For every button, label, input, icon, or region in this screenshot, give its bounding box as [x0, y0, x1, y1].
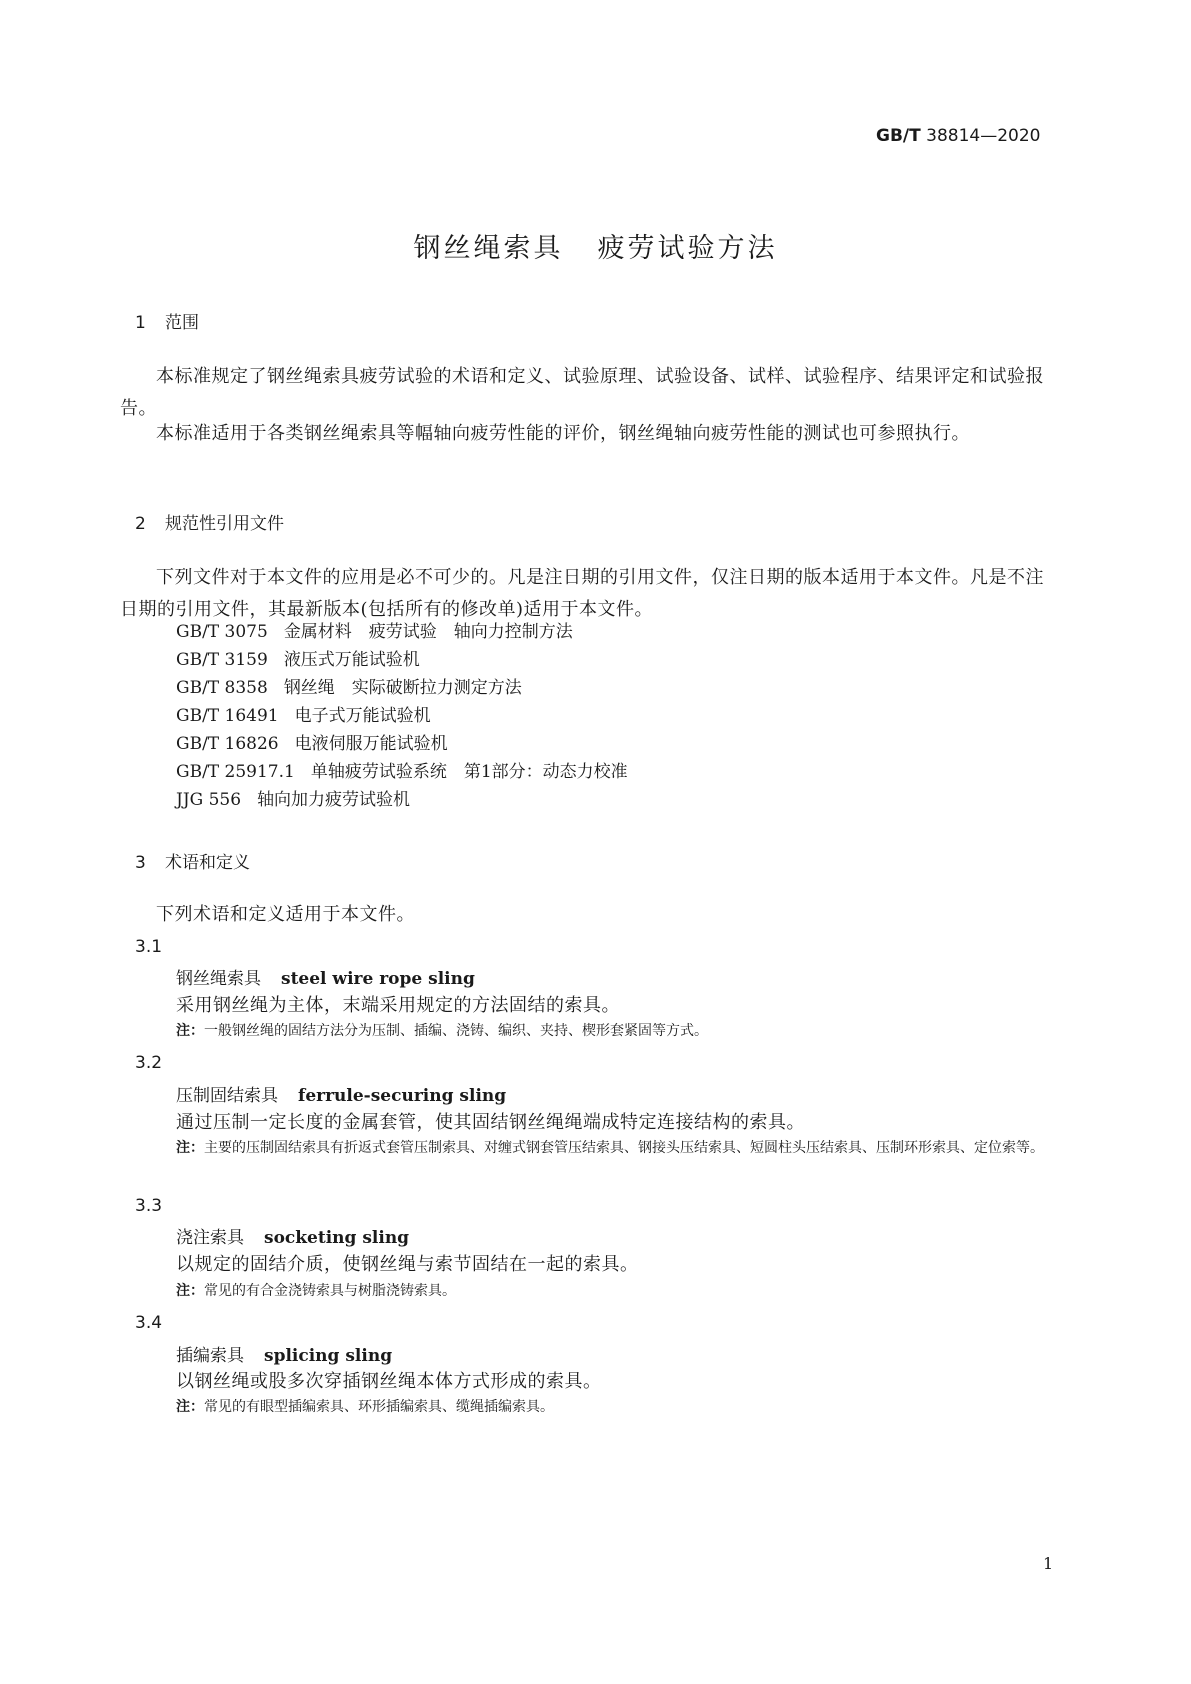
term-definition: 以钢丝绳或股多次穿插钢丝绳本体方式形成的索具。: [176, 1371, 602, 1392]
term-note: 注：常见的有眼型插编索具、环形插编索具、缆绳插编索具。: [176, 1399, 554, 1415]
term-definition: 以规定的固结介质，使钢丝绳与索节固结在一起的索具。: [176, 1254, 639, 1275]
term-heading: 插编索具 splicing sling: [176, 1346, 393, 1366]
reference-item: GB/T 8358 钢丝绳 实际破断拉力测定方法: [176, 678, 522, 698]
term-definition: 采用钢丝绳为主体，末端采用规定的方法固结的索具。: [176, 995, 620, 1016]
term-number: 3.3: [135, 1196, 163, 1216]
term-note: 注：主要的压制固结索具有折返式套管压制索具、对缠式钢套管压结索具、钢接头压结索具、短圆柱头压结索具、压制环形索具、定位索等。: [176, 1140, 1044, 1156]
section-heading-normative-references: 2 规范性引用文件: [135, 514, 284, 534]
reference-item: GB/T 3075 金属材料 疲劳试验 轴向力控制方法: [176, 622, 573, 642]
terms-intro-paragraph: 下列术语和定义适用于本文件。: [156, 904, 415, 925]
scope-paragraph-2: 本标准适用于各类钢丝绳索具等幅轴向疲劳性能的评价，钢丝绳轴向疲劳性能的测试也可参照执行。: [156, 423, 970, 444]
reference-item: GB/T 16826 电液伺服万能试验机: [176, 734, 448, 754]
section-heading-scope: 1 范围: [135, 313, 199, 333]
term-number: 3.2: [135, 1053, 163, 1073]
references-intro-paragraph: 下列文件对于本文件的应用是必不可少的。凡是注日期的引用文件，仅注日期的版本适用于本文件。凡是不注日期的引用文件，其最新版本(包括所有的修改单)适用于本文件。: [120, 567, 1044, 620]
reference-item: GB/T 16491 电子式万能试验机: [176, 706, 431, 726]
reference-item: GB/T 3159 液压式万能试验机: [176, 650, 420, 670]
reference-item: JJG 556 轴向加力疲劳试验机: [176, 790, 411, 810]
term-heading: 钢丝绳索具 steel wire rope sling: [176, 969, 475, 989]
scope-paragraph-1: 本标准规定了钢丝绳索具疲劳试验的术语和定义、试验原理、试验设备、试样、试验程序、结果评定和试验报告。: [120, 366, 1044, 419]
document-number: GB/T 38814—2020: [876, 126, 1041, 146]
reference-item: GB/T 25917.1 单轴疲劳试验系统 第1部分：动态力校准: [176, 762, 628, 782]
page-number: 1: [1043, 1554, 1054, 1573]
page-title: 钢丝绳索具 疲劳试验方法: [413, 233, 778, 264]
term-definition: 通过压制一定长度的金属套管，使其固结钢丝绳绳端成特定连接结构的索具。: [176, 1112, 805, 1133]
term-note: 注：常见的有合金浇铸索具与树脂浇铸索具。: [176, 1283, 456, 1299]
section-heading-terms-and-definitions: 3 术语和定义: [135, 853, 250, 873]
term-heading: 压制固结索具 ferrule-securing sling: [176, 1086, 507, 1106]
term-heading: 浇注索具 socketing sling: [176, 1228, 410, 1248]
term-number: 3.4: [135, 1313, 163, 1333]
term-note: 注：一般钢丝绳的固结方法分为压制、插编、浇铸、编织、夹持、楔形套紧固等方式。: [176, 1023, 708, 1039]
term-number: 3.1: [135, 937, 163, 957]
